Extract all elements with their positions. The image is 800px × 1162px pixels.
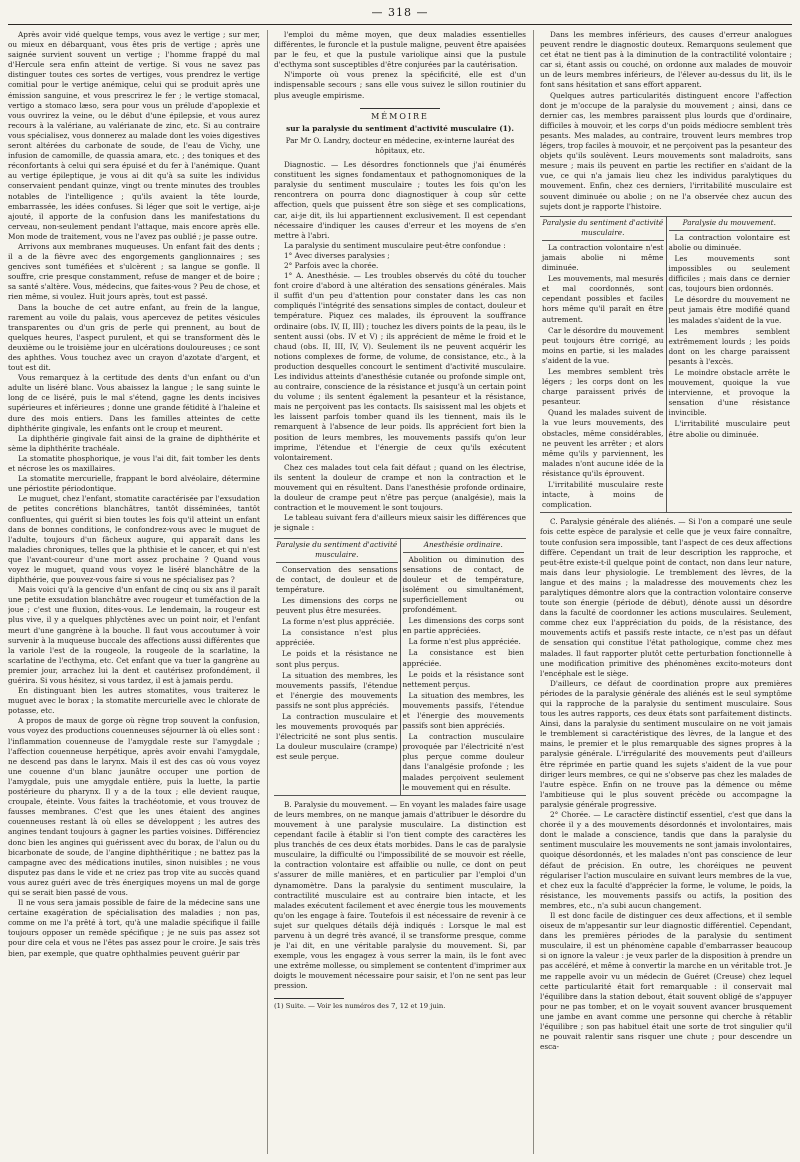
table-column-left [274,539,401,795]
paragraph: Chez ces malades tout cela fait défaut ; quand on les électrise, ils sentent la douleur de crampe et non la contraction et le mouvement qui en résultent. Dans l'anesthésie profonde ordinaire, la douleur de crampe peut n'être pas perçue (analgésie), mais la contraction et le mouvement le sont toujours. [274,462,526,513]
paragraph: Le muguet, chez l'enfant, stomatite caractérisée par l'exsudation de petites concrétions blanchâtres, tantôt disséminées, tantôt confluentes, qui guérit si bien toutes les fois qu'il atteint un enfant dans de bonnes conditions, le confondrez-vous avec le muguet de l'adulte, toujours d'un fâcheux augure, qui apparaît dans les maladies chroniques, telles que la phthisie et le cancer, et qui n'est que l'avant-coureur d'une mort assez prochaine ? Quand vous voyez le muguet, quand vous voyez le liséré blanchâtre de la diphthérie, que pouvez-vous faire si vous ne spécialisez pas ? [8,494,260,585]
table-cell: Car le désordre du mouvement peut toujours être corrigé, au moins en partie, si les malades s'aident de la vue. [542,325,664,365]
table-cell: La contraction volontaire est abolie ou diminuée. [668,232,790,252]
comparison-table-movement [540,216,792,514]
paragraph: La stomatite phosphorique, je vous l'ai dit, fait tomber les dents et nécrose les os maxillaires. [8,453,260,474]
table-cell: La forme n'est plus appréciée. [408,637,521,647]
paragraph: B. Paralysie du mouvement. — En voyant les malades faire usage de leurs membres, on ne manque jamais d'attribuer le désordre du mouvement à une paralysie musculaire. La distinction est cependant facile à établir si l'on tient compte des caractères les plus tranchés de ces deux états morbides. Dans le cas de paralysie musculaire, la difficulté ou l'impossibilité de se mouvoir est réelle, la contraction volontaire est affaiblie ou nulle, ce dont on peut s'assurer de mille manières, et en particulier par l'emploi d'un dynamomètre. Dans la paralysie du sentiment musculaire, la contractilité musculaire est au contraire bien intacte, et les malades exécutent facilement et avec énergie tous les mouvements qu'on les engage à faire. Toutefois il est nécessaire de revenir à ce sujet sur quelques détails déjà indiqués : Lorsque le mal est parvenu à un degré très avancé, il se transforme presque, comme je l'ai dit, en une véritable paralysie du mouvement. Si, par exemple, vous les engagez à vous serrer la main, ils le font avec une extrême mollesse, ou simplement se contentent d'imprimer aux doigts le mouvement nécessaire pour saisir, et l'on ne sent pas leur pression. [274,799,526,991]
column-2 [274,30,526,1154]
table-cell: Les dimensions des corps sont en partie appréciées. [402,616,524,636]
table-cell: Abolition ou diminution des sensations de contact, de douleur et de température, isolément ou simultanément, superficiellement ou profondément. [402,554,524,615]
table-cell: Les mouvements, mal mesurés et mal coordonnés, sont cependant possibles et faciles hors même qu'il paraît en être autrement. [542,274,664,324]
paragraph: Le tableau suivant fera d'ailleurs mieux saisir les différences que je signale : [274,513,526,533]
table-cell: Les dimensions des corps ne peuvent plus être mesurées. [276,595,398,616]
table-cell: Quand les malades suivent de la vue leurs mouvements, des obstacles, même considérables, ne peuvent les arrêter ; et alors même qu'ils y parviennent, les malades n'ont aucune idée de la résistance qu'ils éprouvent. [542,408,664,478]
footnote: (1) Suite. — Voir les numéros des 7, 12 et 19 juin. [274,1001,446,1010]
paragraph: N'importe où vous prenez la spécificité, elle est d'un indispensable secours ; sans elle vous suivez le sillon routinier du plus aveugle empirisme. [274,70,526,100]
table-cell: Les mouvements sont impossibles ou seulement difficiles ; mais dans ce dernier cas, toujours bien ordonnés. [668,253,790,294]
table-header: Paralysie du sentiment d'activité musculaire. [276,540,398,563]
table-header: Paralysie du sentiment d'activité musculaire. [542,218,664,241]
table-cell: Les membres semblent extrêmement lourds ; les poids dont on les charge paraissent pesants à l'excès. [668,326,790,366]
table-cell: L'irritabilité musculaire reste intacte, à moins de complication. [542,480,664,510]
paragraph: Dans la bouche de cet autre enfant, au frein de la langue, rarement au voile du palais, vous apercevez de petites vésicules transparentes ou d'un gris de perle qui prennent, au bout de quelques heures, l'aspect purulent, et qui se transforment dès le deuxième ou le troisième jour en ulcérations douloureuses ; ce sont des aphthes. Vous touchez avec un crayon d'azotate d'argent, et tout est dit. [8,302,260,373]
paragraph: 2° Parfois avec la chorée. [284,260,379,270]
table-cell: La consistance n'est plus appréciée. [276,628,398,648]
paragraph: l'emploi du même moyen, que deux maladies essentielles différentes, le furoncle et la pustule maligne, peuvent être apaisées par le feu, et que la pustule variolique ainsi que la pustule d'ecthyma sont susceptibles d'être conjurées par la cautérisation. [274,30,526,70]
table-cell: Conservation des sensations de contact, de douleur et de température. [276,564,398,594]
table-column-right [401,539,527,795]
table-cell: L'irritabilité musculaire peut être abolie ou diminuée. [668,419,790,439]
paragraph: En distinguant bien les autres stomatites, vous traiterez le muguet avec le borax ; la stomatite mercurielle avec le chlorate de potasse, etc. [8,686,260,716]
paragraph: Quelques autres particularités distinguent encore l'affection dont je m'occupe de la paralysie du mouvement ; ainsi, dans ce dernier cas, les membres paraissent plus lourds que d'ordinaire, difficiles à mouvoir, et les corps d'un poids médiocre semblent très pesants. Mes malades, au contraire, trouvent leurs membres trop légers, trop faciles à mouvoir, et ne perçoivent pas la pesanteur des objets qu'ils soulèvent. Leurs mouvements sont maladroits, sans mesure ; mais ils peuvent en partie les rectifier en s'aidant de la vue, ce qui n'a jamais lieu chez les individus paralytiques du mouvement. Enfin, chez ces derniers, l'irritabilité musculaire est souvent diminuée ou abolie ; on ne l'a observée chez aucun des sujets dont je rapporte l'histoire. [540,90,792,211]
paragraph: Après avoir vidé quelque temps, vous avez le vertige ; sur mer, ou mieux en débarquant, vous êtes pris de vertige ; après une saignée survient souvent un vertige ; l'homme frappé du mal d'Hercule sera enfin atteint de vertige. Si vous ne savez pas distinguer toutes ces sortes de vertiges, vous prendrez le vertige comitial pour le vertige anémique, celui qui se produit après une émission sanguine, et vous prescrirez le fer ; le vertige stomacal, vertigo a stomaco læso, sera pour vous un prélude d'apoplexie et vous ouvrirez la veine, ou le début d'une épilepsie, et vous aurez recours à la valériane, au valérianate de zinc, etc. Si au contraire vous spécialisez, vous donnerez au malade dont les voies digestives seront altérées du carbonate de soude, de l'eau de Vichy, une infusion de camomille, de quassia amara, etc. ; des toniques et des réconfortants à celui qui sera épuisé et du fer à l'anémique. Quant au vertige épileptique, je vous ai dit qu'à sa suite les individus conservaient pendant quinze, vingt ou trente minutes des troubles notables de l'intelligence ; qu'ils avaient la tête lourde, embarrassée, les idées confuses. Si léger que soit le vertige, ai-je ajouté, il apporte de la confusion dans les manifestations du cerveau, non-seulement pendant l'attaque, mais encore après elle. Mon mode de traitement, vous ne l'avez pas oublié ; je passe outre. [8,30,260,241]
table-cell: La contraction musculaire et les mouvements provoqués par l'électricité ne sont plus sentis. La douleur musculaire (crampe) est seule perçue. [276,712,398,762]
paragraph: 1° A. Anesthésie. — Les troubles observés du côté du toucher font croire d'abord à une altération des sensations générales. Mais il suffit d'un peu d'attention pour constater dans les cas non compliqués l'intégrité des sensations simples de contact, douleur et température. Piquez ces malades, ils éprouvent la souffrance ordinaire (obs. IV, II, III) ; touchez les divers points de la peau, ils le sentent aussi (obs. IV et V) ; ils apprécient de même le froid et le chaud (obs. II, III, IV, V). Seulement ils ne peuvent acquérir les notions complexes de forme, de volume, de consistance, etc., à la production desquelles concourt le sentiment d'activité musculaire. Les individus atteints d'anesthésie cutanée ou profonde simple ont, au contraire, conscience de la résistance et jusqu'à un certain point du volume ; ils sentent également la pesanteur et la résistance, mais ne perçoivent pas les contacts. Ils saisissent mal les objets et les laissent parfois tomber quand ils les tiennent, mais ils le remarquent à l'absence de leur poids. Ils apprécient fort bien la position de leurs membres, les mouvements passifs qu'on leur imprime, l'étendue et l'énergie de ceux qu'ils exécutent volontairement. [274,271,526,462]
column-3 [540,30,792,1154]
table-cell: Le moindre obstacle arrête le mouvement, quoique la vue intervienne, et provoque la sensation d'une résistance invincible. [668,368,790,418]
paragraph: 1° Avec diverses paralysies ; [284,250,390,260]
paragraph: La stomatite mercurielle, frappant le bord alvéolaire, détermine une périostite périodontique. [8,474,260,494]
paragraph: Vous remarquez à la certitude des dents d'un enfant ou d'un adulte un liséré blanc. Vous abaissez la langue ; le sang suinte le long de ce liséré, puis le mal s'étend, gagne les dents incisives supérieures et inférieures ; donne une grande fétidité à l'haleine et dure des mois entiers. Dans les familles atteintes de cette diphthérite gingivale, les enfants ont le croup et meurent. [8,373,260,433]
comparison-table-anesthesia [274,538,526,796]
column-divider [267,30,268,1154]
column-divider [533,30,534,1154]
paragraph: D'ailleurs, ce défaut de coordination propre aux premières périodes de la paralysie générale des aliénés est le seul symptôme qui la rapproche de la paralysie du sentiment musculaire. Sous tous les autres rapports, ces deux états sont parfaitement distincts. Ainsi, dans la paralysie du sentiment musculaire on ne voit jamais le tremblement si caractéristique des lèvres, de la langue et des mains, le premier et le plus remarquable des signes propres à la paralysie générale. L'irrégularité des mouvements peut d'ailleurs être réprimée en partie quand les sujets s'aident de la vue pour diriger leurs membres, ce qui ne s'observe pas chez les malades de l'autre espèce. Enfin on ne trouve pas la démence ou même l'ambitieuse qui le plus souvent précède ou accompagne la paralysie générale progressive. [540,678,792,809]
article-author: Par Mr O. Landry, docteur en médecine, ex-interne lauréat des hôpitaux, etc. [285,135,515,155]
article-subtitle: sur la paralysie du sentiment d'activité musculaire (1). [286,123,514,133]
paragraph: C. Paralysie générale des aliénés. — Si l'on a comparé une seule fois cette espèce de paralysie et celle que je veux faire connaître, toute confusion sera impossible, tant l'aspect de ces deux affections diffère. Cependant un trait de leur description les rapproche, et peut-être existe-t-il quelque point de contact, non dans leur nature, mais dans leur physiologie. Le tremblement des lèvres, de la langue et des mains ; la maladresse des mouvements chez les paralytiques démontre alors que la contraction volontaire conserve toute son énergie (période de début), dénote aussi un désordre dans la faculté de coordonner les actions musculaires. Seulement, comme chez eux l'appréciation du poids, de la résistance, des mouvements actifs et passifs reste intacte, ce n'est pas un défaut de sensation qui constitue l'état pathologique, comme chez mes malades. Il faut rapporter plutôt cette perturbation fonctionnelle à une modification primitive des phénomènes excito-moteurs dont l'encéphale est le siège. [540,517,792,678]
table-column-left [540,217,667,513]
table-cell: La situation des membres, les mouvements passifs, l'étendue et l'énergie des mouvements passifs ne sont plus appréciés. [276,670,398,710]
page-number: — 318 — [371,6,429,19]
table-cell: La consistance est bien appréciée. [402,648,524,668]
table-cell: Le désordre du mouvement ne peut jamais être modifié quand les malades s'aident de la vue. [668,295,790,325]
article-title: MÉMOIRE [371,111,429,121]
table-cell: Le poids et la résistance ne sont plus perçus. [276,649,398,669]
table-header: Anesthésie ordinaire. [403,540,525,553]
table-cell: Le poids et la résistance sont nettement perçus. [402,669,524,689]
table-cell: La contraction musculaire provoquée par l'électricité n'est plus perçue comme douleur dans l'analgésie profonde ; les malades perçoivent seulement le mouvement qui en résulte. [402,732,524,792]
header-rule [8,24,792,25]
paragraph: La paralysie du sentiment musculaire peut-être confondue : [284,240,506,250]
section-rule [360,108,440,109]
column-1 [8,30,260,1154]
paragraph: Mais voici qu'à la gencive d'un enfant de cinq ou six ans il paraît une petite exsudation blanchâtre avec rougeur et tuméfaction de la joue ; c'est une fluxion, dites-vous. Le lendemain, la rougeur est plus vive, il y a quelques phlyctènes avec un point noir, et l'enfant meurt d'une gangrène à la bouche. Il faut vous accoutumer à voir survenir à la muqueuse buccale des affections aussi différentes que la variole l'est de la rougeole, la rougeole de la scarlatine, la scarlatine de l'ecthyma, etc. Cet enfant que va tuer la gangrène au premier jour, arrachez lui la dent et cautérisez profondément, il guérira. Si vous hésitez, si vous tardez, il est à jamais perdu. [8,585,260,685]
paragraph: 2° Chorée. — Le caractère distinctif essentiel, c'est que dans la chorée il y a des mouvements désordonnés et involontaires, mais dont le malade a conscience, tandis que dans la paralysie du sentiment musculaire les mouvements ne sont jamais involontaires, quoique désordonnés, et les malades n'ont pas conscience de leur défaut de précision. En outre, les choréiques ne peuvent régulariser l'action musculaire en suivant leurs membres de la vue, et chez eux la faculté d'apprécier la forme, le volume, le poids, la résistance, les mouvements passifs ou actifs, la position des membres, etc., n'a subi aucun changement. [540,810,792,910]
table-cell: La contraction volontaire n'est jamais abolie ni même diminuée. [542,242,664,273]
paragraph: La diphthérie gingivale fait ainsi de la graine de diphthérite et sème la diphthérite trachéale. [8,433,260,453]
paragraph: Il est donc facile de distinguer ces deux affections, et il semble oiseux de m'appesantir sur leur diagnostic différentiel. Cependant, dans les premières périodes de la paralysie du sentiment musculaire, il est un phénomène capable d'embarrasser beaucoup si on ignore la valeur : je veux parler de la disposition à prendre un pas accéléré, et même à convertir la marche en un véritable trot. Je me rappelle avoir vu un médecin de Guéret (Creuse) chez lequel cette particularité était fort remarquable : il conservait mal l'équilibre dans la station debout, était souvent obligé de s'appuyer pour ne pas tomber, et on le voyait souvent avancer brusquement une jambe en avant comme une personne qui cherche à rétablir l'équilibre ; son pas habituel était une sorte de trot singulier qu'il ne pouvait ralentir sans risquer une chute ; pour descendre un esca- [540,910,792,1052]
table-header: Paralysie du mouvement. [669,218,791,231]
paragraph: Arrivons aux membranes muqueuses. Un enfant fait des dents ; il a de la fièvre avec des engorgements ganglionnaires ; ses gencives sont tuméfiées et s'ulcèrent ; sa langue se gonfle. Il souffre, crie presque constamment, refuse de manger et de boire ; sa santé s'altère. Vous, médecins, que faites-vous ? Peu de chose, et rien même, si voulez. Huit jours après, tout est passé. [8,241,260,302]
table-cell: Les membres semblent très légers ; les corps dont on les charge paraissent privés de pesanteur. [542,367,664,407]
paragraph: Il ne vous sera jamais possible de faire de la médecine sans une certaine exagération de spécialisation des maladies ; non pas, comme on me l'a prêté à tort, qu'à une maladie spécifique il faille toujours opposer un remède spécifique ; je ne suis pas assez sot pour dire cela et vous ne l'êtes pas assez pour le croire. Je sais très bien, par exemple, que quatre ophthalmies peuvent guérir par [8,898,260,958]
footnote-rule [274,998,344,999]
paragraph: A propos de maux de gorge où règne trop souvent la confusion, vous voyez des productions couenneuses séjourner là où elles sont : l'inflammation couenneuse de l'amygdale reste sur l'amygdale ; l'affection couenneuse herpétique, après avoir envahi l'amygdale, ne descend pas dans le larynx. Mais il est des cas où vous voyez une couenne d'un blanc jaunâtre occuper une portion de l'amygdale, puis une amygdale entière, puis la luette, la partie postérieure du pharynx. Il y a de la toux ; elle devient rauque, croupale, éteinte. Vous faites la trachéotomie, et vous trouvez de fausses membranes. C'est que les unes étaient des angines couenneuses restant là où elles se développent ; les autres des angines tendant toujours à gagner les parties voisines. Différenciez donc bien les angines qui guérissent avec du borax, de l'alun ou du bicarbonate de soude, de l'angine diphthéritique ; ne battez pas la campagne avec des médications inutiles, sinon nuisibles ; ne vous disputez pas dans le vide et ne criez pas trop vite au succès quand vous aurez guéri avec de très énergiques moyens un mal de gorge qui se serait bien passé de vous. [8,716,260,897]
table-cell: La situation des membres, les mouvements passifs, l'étendue et l'énergie des mouvements passifs sont bien appréciés. [402,690,524,731]
paragraph: Diagnostic. — Les désordres fonctionnels que j'ai énumérés constituent les signes fondamentaux et pathognomoniques de la paralysie du sentiment musculaire ; toutes les fois qu'on les rencontrera on pourra donc diagnostiquer à coup sûr cette affection, quels que puissent être son siège et ses complications, car, ai-je dit, ils lui appartiennent exclusivement. Il est cependant nécessaire d'indiquer les causes d'erreur et les moyens de s'en mettre à l'abri. [274,160,526,240]
table-column-right [667,217,793,513]
table-cell: La forme n'est plus appréciée. [282,617,395,627]
paragraph: Dans les membres inférieurs, des causes d'erreur analogues peuvent rendre le diagnostic douteux. Remarquons seulement que cet état ne tient pas à la diminution de la contractilité volontaire ; car si, étant assis ou couché, on ordonne aux malades de mouvoir un de leurs membres inférieurs, de l'élever au-dessus du lit, ils le font sans hésitation et sans effort apparent. [540,30,792,90]
